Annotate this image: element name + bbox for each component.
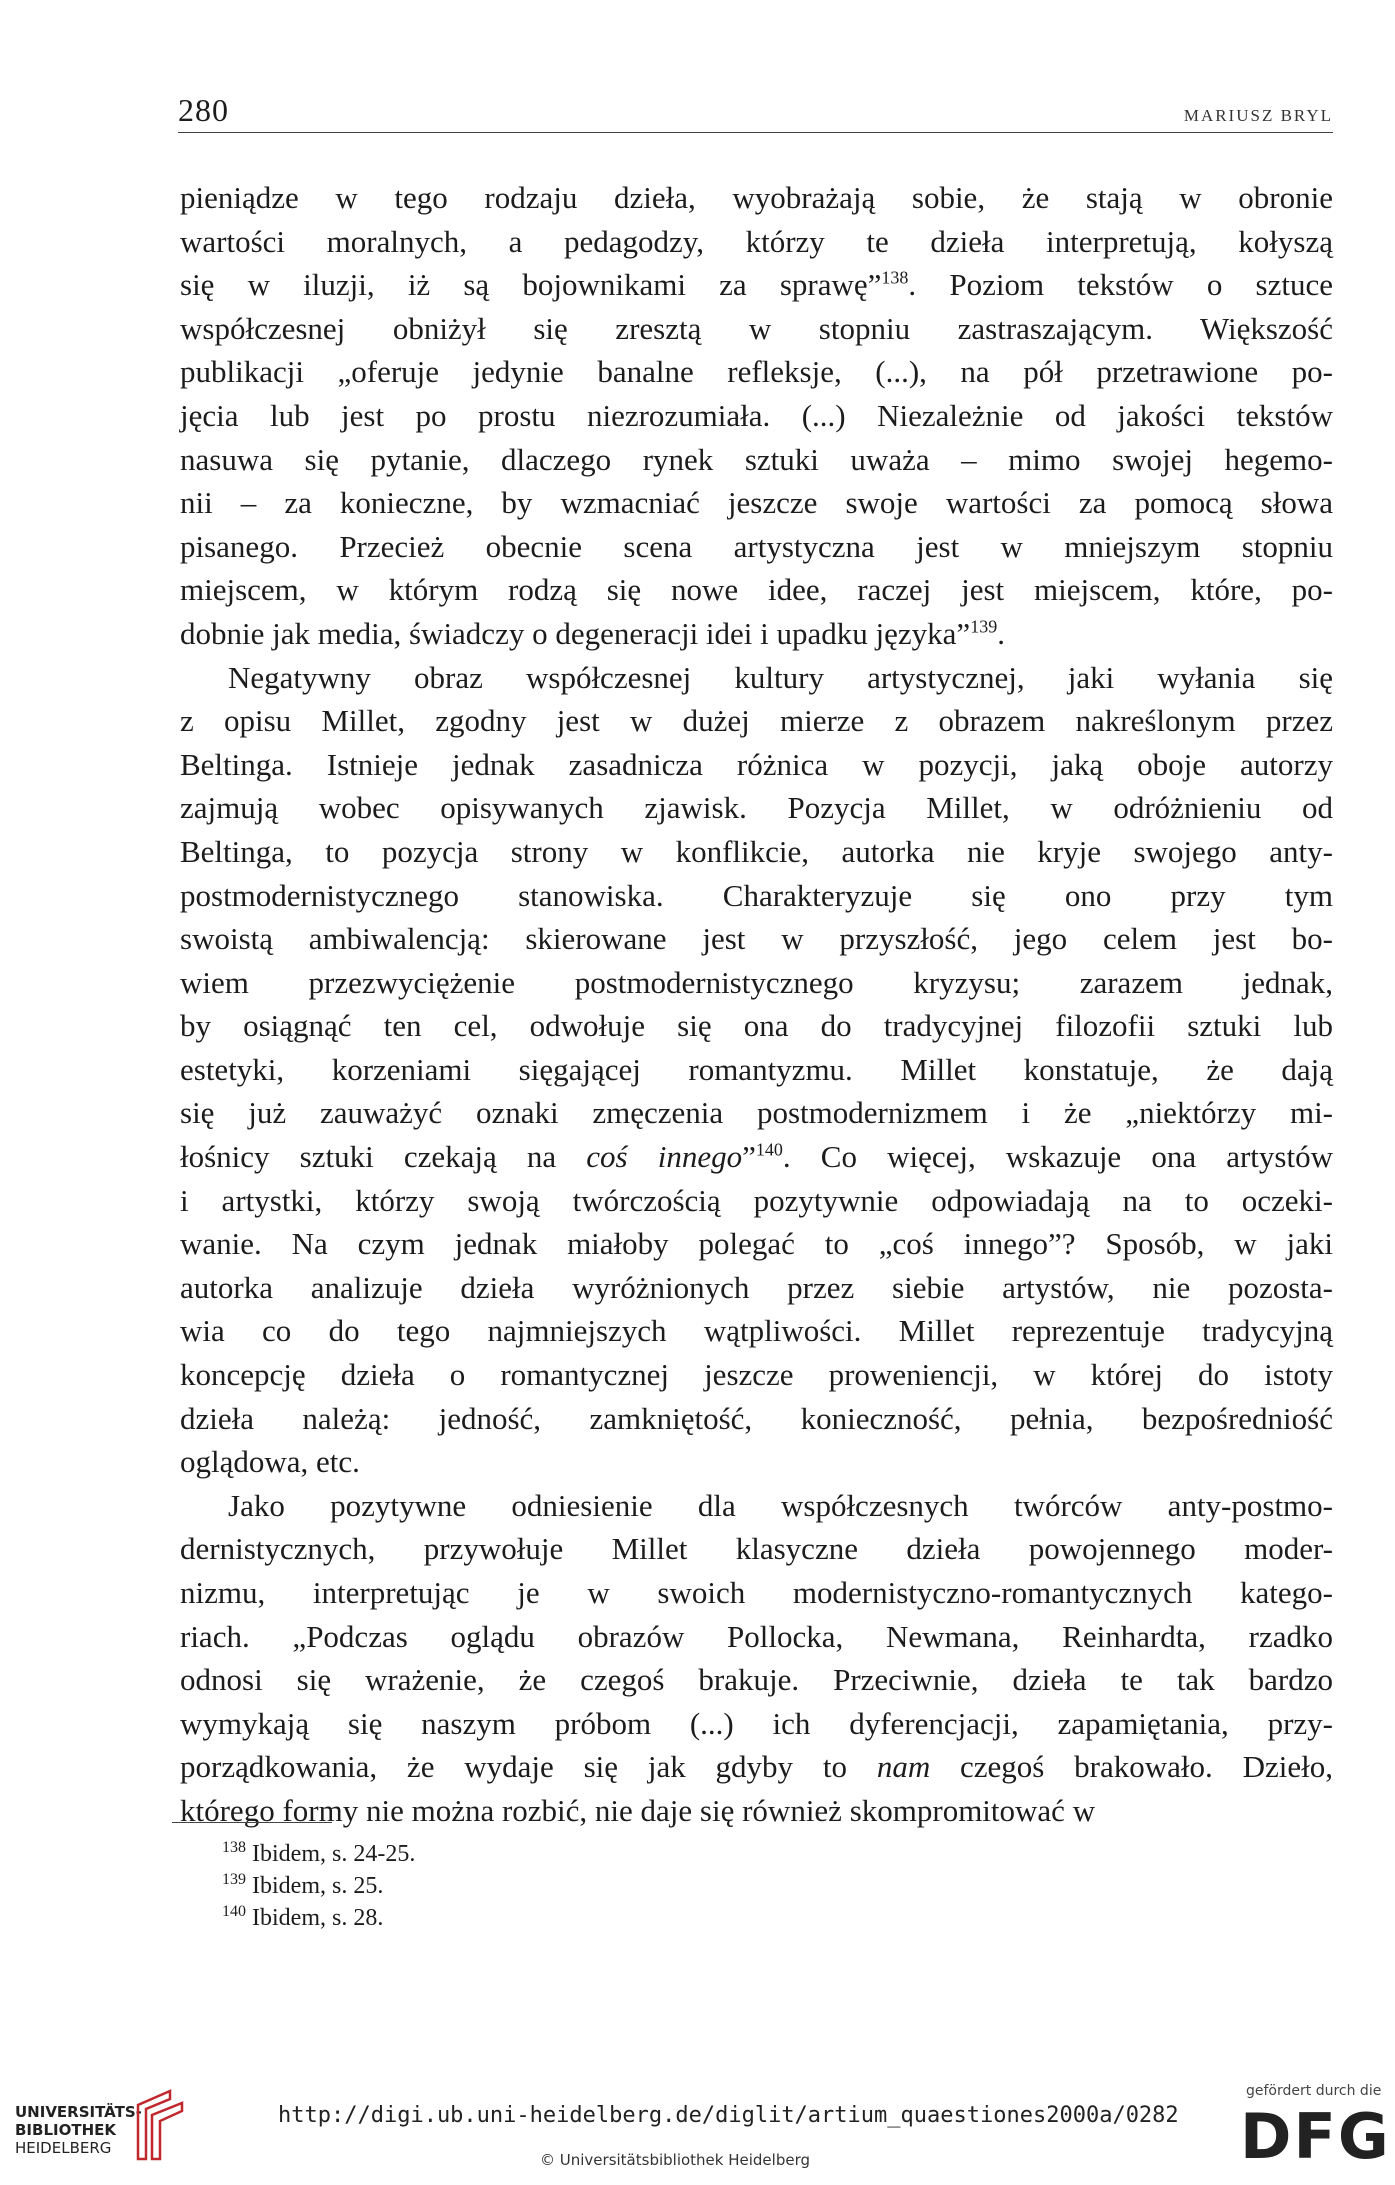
italic-text: nam — [876, 1749, 931, 1785]
library-logo-icon — [130, 2085, 190, 2165]
footnote-text: Ibidem, s. 24-25. — [246, 1841, 416, 1867]
page-header — [178, 92, 1333, 133]
page-footer — [0, 2055, 1395, 2185]
footnote-ref: 138 — [881, 267, 909, 288]
text-line: zajmują wobec opisywanych zjawisk. Pozycja Millet, w odróżnieniu od — [180, 790, 1333, 826]
text-line: współczesnej obniżył się zresztą w stopniu zastraszającym. Większość — [180, 310, 1333, 346]
library-name-line: BIBLIOTHEK — [15, 2121, 116, 2139]
text-line: koncepcję dzieła o romantycznej jeszcze proweniencji, w której do istoty — [180, 1357, 1333, 1393]
text-line: postmodernistycznego stanowiska. Charakteryzuje się ono przy tym — [180, 877, 1333, 913]
text-line: dobnie jak media, świadczy o degeneracji idei i upadku języka”$^{139}$. — [180, 615, 1005, 651]
copyright-notice: © Universitätsbibliothek Heidelberg — [540, 2151, 811, 2169]
text-line: wia co do tego najmniejszych wątpliwości. Millet reprezentuje tradycyjną — [180, 1313, 1333, 1349]
text-line: się już zauważyć oznaki zmęczenia postmodernizmem i że „niektórzy mi- — [180, 1095, 1333, 1131]
footnote — [222, 1902, 415, 1934]
text-line: oglądowa, etc. — [180, 1444, 360, 1480]
text-line: Beltinga, to pozycja strony w konflikcie, autorka nie kryje swojego anty- — [180, 833, 1333, 869]
text-line: publikacji „oferuje jedynie banalne refleksje, (...), na pół przetrawione po- — [180, 354, 1333, 390]
text-line: autorka analizuje dzieła wyróżnionych przez siebie artystów, nie pozosta- — [180, 1269, 1333, 1305]
text-line: wanie. Na czym jednak miałoby polegać to „coś innego”? Sposób, w jaki — [180, 1226, 1333, 1262]
text-line: dernistycznych, przywołuje Millet klasyczne dzieła powojennego moder- — [180, 1531, 1333, 1567]
text-line: jęcia lub jest po prostu niezrozumiała. (...) Niezależnie od jakości tekstów — [180, 397, 1333, 433]
page-number: 280 — [178, 92, 229, 128]
text-line: Negatywny obraz współczesnej kultury artystycznej, jaki wyłania się — [228, 659, 1333, 695]
footnote — [222, 1838, 415, 1870]
text-line: estetyki, korzeniami sięgającej romantyzmu. Millet konstatuje, że dają — [180, 1051, 1333, 1087]
text-line: Jako pozytywne odniesienie dla współczesnych twórców anty-postmo- — [228, 1487, 1333, 1523]
footnote — [222, 1870, 415, 1902]
footnote-ref: 140 — [755, 1139, 783, 1160]
text-line: riach. „Podczas oglądu obrazów Pollocka, Newmana, Reinhardta, rzadko — [180, 1618, 1333, 1654]
footnotes — [222, 1838, 415, 1934]
footnote-number: 139 — [222, 1871, 246, 1888]
text-line: łośnicy sztuki czekają na coś innego”$^{140}$. Co więcej, wskazuje ona artystów — [180, 1139, 1333, 1175]
library-name-line: HEIDELBERG — [15, 2139, 112, 2157]
text-line: z opisu Millet, zgodny jest w dużej mierze z obrazem nakreślonym przez — [180, 703, 1333, 739]
footnote-text: Ibidem, s. 25. — [246, 1873, 384, 1899]
text-line: Beltinga. Istnieje jednak zasadnicza różnica w pozycji, jaką oboje autorzy — [180, 746, 1333, 782]
footnote-ref: 139 — [970, 616, 998, 637]
text-line: pieniądze w tego rodzaju dzieła, wyobrażają sobie, że stają w obronie — [180, 180, 1333, 215]
body-text — [180, 176, 1333, 1833]
library-name-line: UNIVERSITÄTS- — [15, 2103, 142, 2121]
text-line: dzieła należą: jedność, zamkniętość, konieczność, pełnia, bezpośredniość — [180, 1400, 1333, 1436]
text-line: wartości moralnych, a pedagodzy, którzy te dzieła interpretują, kołyszą — [180, 223, 1333, 259]
text-line: miejscem, w którym rodzą się nowe idee, raczej jest miejscem, które, po- — [180, 572, 1333, 608]
text-line: swoistą ambiwalencją: skierowane jest w przyszłość, jego celem jest bo- — [180, 921, 1333, 957]
library-name — [15, 2103, 142, 2157]
text-line: nii – za konieczne, by wzmacniać jeszcze swoje wartości za pomocą słowa — [180, 485, 1333, 521]
text-line: nizmu, interpretując je w swoich modernistyczno-romantycznych katego- — [180, 1575, 1333, 1610]
footnote-separator — [172, 1822, 332, 1823]
running-head: MARIUSZ BRYL — [1183, 106, 1333, 125]
text-line: wymykają się naszym próbom (...) ich dyferencjacji, zapamiętania, przy- — [180, 1705, 1333, 1741]
permalink-url[interactable]: http://digi.ub.uni-heidelberg.de/diglit/artium_quaestiones2000a/0282 — [278, 2103, 1179, 2128]
text-line: wiem przezwyciężenie postmodernistycznego kryzysu; zarazem jednak, — [180, 964, 1333, 1000]
text-line: i artystki, którzy swoją twórczością pozytywnie odpowiadają na to oczeki- — [180, 1182, 1333, 1218]
italic-text: coś innego — [586, 1139, 743, 1175]
footnote-text: Ibidem, s. 28. — [246, 1905, 384, 1931]
text-line: się w iluzji, iż są bojownikami za sprawę”$^{138}$. Poziom tekstów o sztuce — [180, 267, 1333, 303]
text-line: porządkowania, że wydaje się jak gdyby to nam czegoś brakowało. Dzieło, — [180, 1749, 1333, 1785]
dfg-caption: gefördert durch die — [1246, 2083, 1382, 2099]
footnote-number: 140 — [222, 1903, 246, 1920]
text-line: pisanego. Przecież obecnie scena artystyczna jest w mniejszym stopniu — [180, 528, 1333, 564]
text-line: odnosi się wrażenie, że czegoś brakuje. Przeciwnie, dzieła te tak bardzo — [180, 1662, 1333, 1698]
text-line: by osiągnąć ten cel, odwołuje się ona do tradycyjnej filozofii sztuki lub — [180, 1008, 1333, 1044]
footnote-number: 138 — [222, 1839, 246, 1856]
text-line: którego formy nie można rozbić, nie daje się również skompromitować w — [180, 1792, 1096, 1828]
dfg-logo: DFG — [1240, 2100, 1391, 2173]
text-line: nasuwa się pytanie, dlaczego rynek sztuki uważa – mimo swojej hegemo- — [180, 441, 1333, 477]
